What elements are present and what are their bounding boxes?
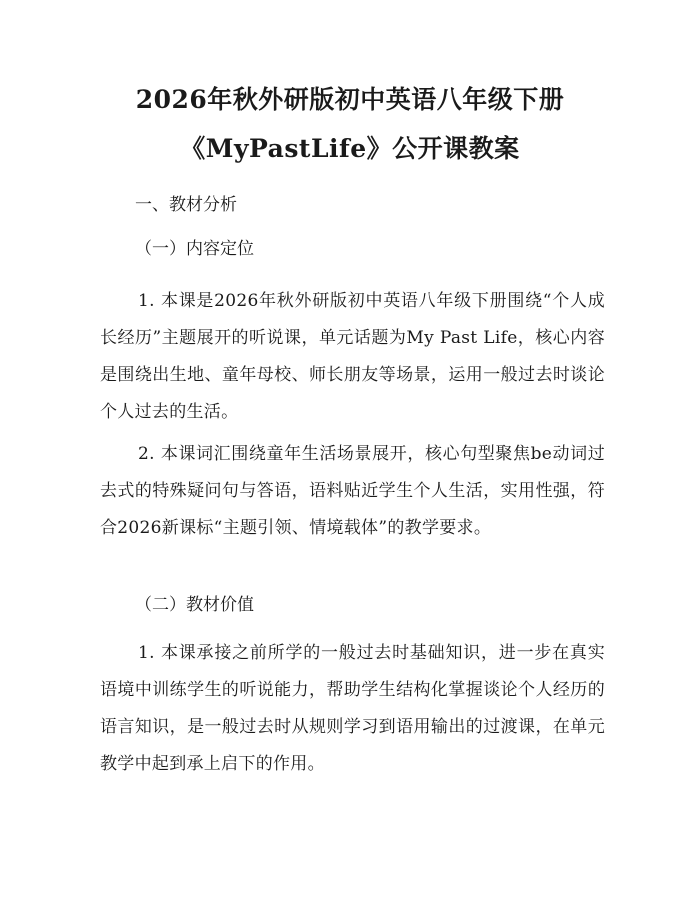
subsection-heading-textbook-value: （二）教材价值	[135, 595, 254, 615]
paragraph-content-2: 2. 本课词汇围绕童年生活场景展开，核心句型聚焦be动词过去式的特殊疑问句与答语，语料贴近学生个人生活，实用性强，符合2026新课标“主题引领、情境载体”的教学要求。	[100, 444, 605, 538]
document-title-line-1: 2026年秋外研版初中英语八年级下册	[135, 85, 565, 114]
document-title-line-2: 《MyPastLife》公开课教案	[180, 134, 520, 163]
subsection-heading-content-positioning: （一）内容定位	[135, 239, 254, 259]
section-heading-textbook-analysis: 一、教材分析	[135, 195, 237, 215]
paragraph-value-1: 1. 本课承接之前所学的一般过去时基础知识，进一步在真实语境中训练学生的听说能力，帮助学生结构化掌握谈论个人经历的语言知识，是一般过去时从规则学习到语用输出的过渡课，在单元教学中起到承上启下的作用。	[100, 643, 605, 774]
paragraph-content-1: 1. 本课是2026年秋外研版初中英语八年级下册围绕“个人成长经历”主题展开的听说课，单元话题为My Past Life，核心内容是围绕出生地、童年母校、师长朋友等场景，运用一般过去时谈论个人过去的生活。	[100, 291, 605, 422]
